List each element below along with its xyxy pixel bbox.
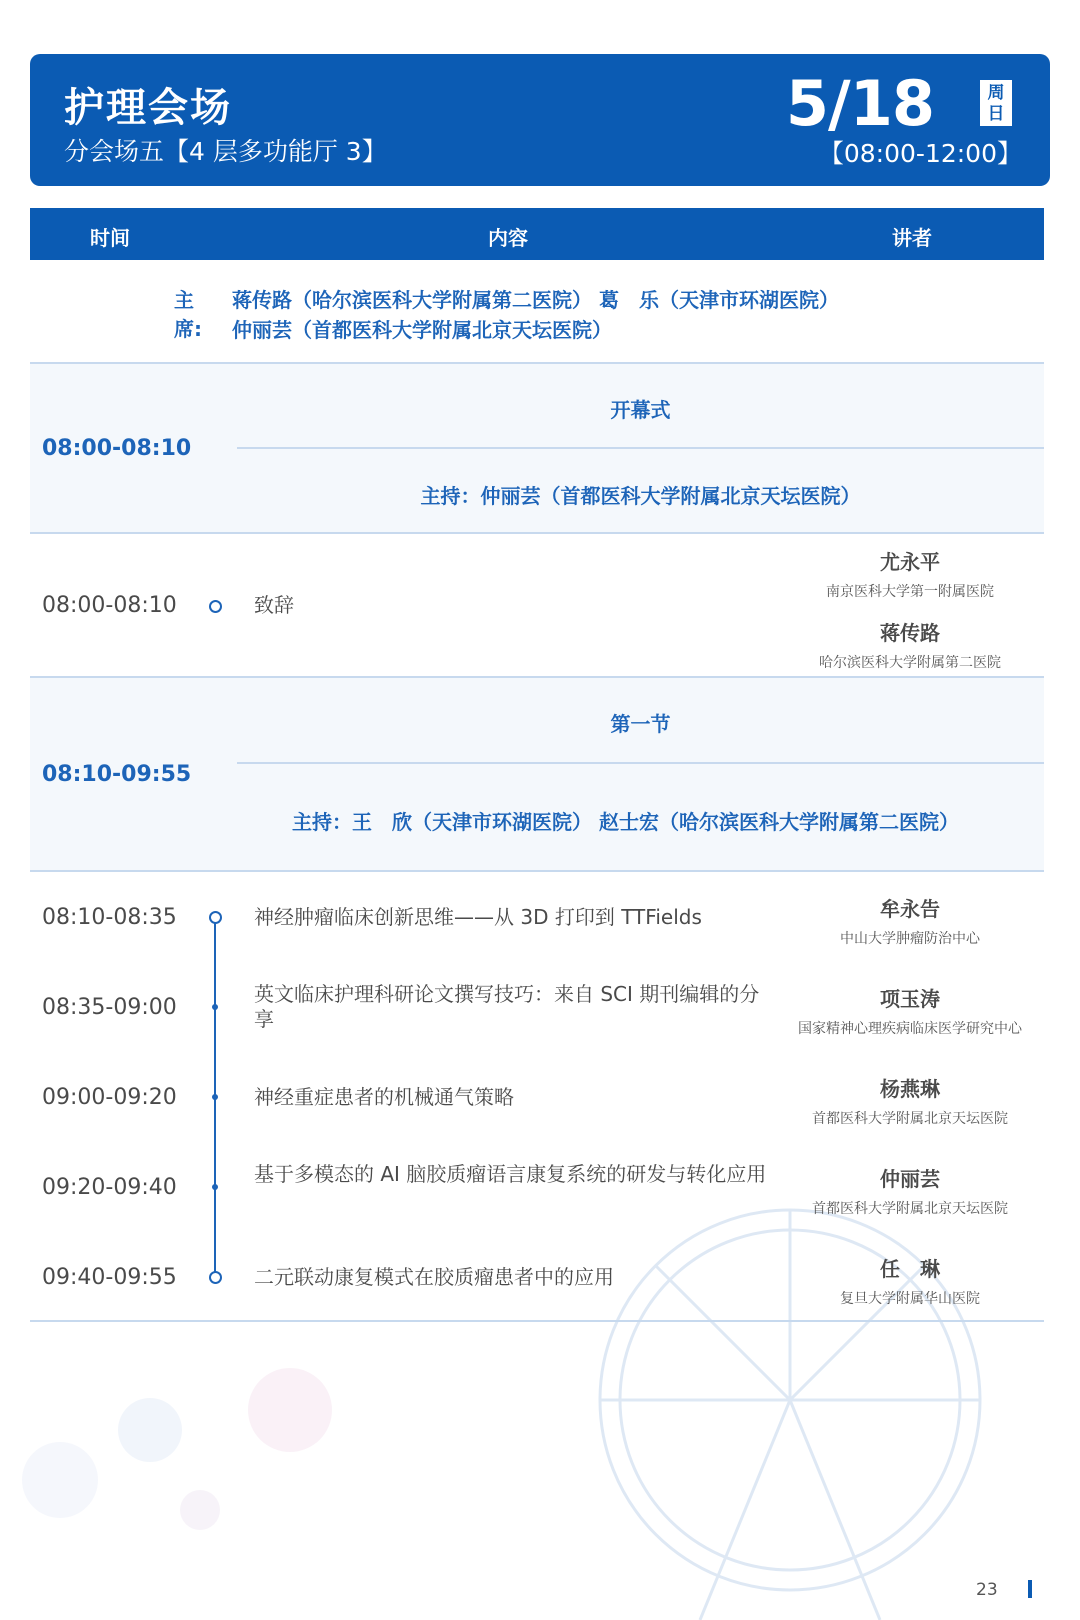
agenda-content: 神经重症患者的机械通气策略 [254,1085,514,1109]
agenda-content: 二元联动康复模式在胶质瘤患者中的应用 [254,1265,614,1289]
column-header-speaker: 讲者 [892,226,932,250]
agenda-time: 08:00-08:10 [42,593,177,618]
weekday-bottom: 日 [987,104,1005,124]
timeline-node-icon [209,600,222,613]
speaker-name: 蒋传路 [880,621,940,645]
timeline-node-icon [212,1184,218,1190]
table-header [30,208,1044,260]
weekday-badge [980,80,1012,126]
speaker-block [790,1253,1030,1308]
speaker-block [790,1073,1030,1128]
agenda-content: 致辞 [254,593,294,617]
speaker-name: 项玉涛 [880,987,940,1011]
section-host: 主持：仲丽芸（首都医科大学附属北京天坛医院） [420,484,861,508]
session-header [30,54,1050,186]
session-time-range: 【08:00-12:00】 [818,139,1022,168]
column-header-content: 内容 [488,226,528,250]
agenda-content: 神经肿瘤临床创新思维——从 3D 打印到 TTFields [254,905,702,929]
speaker-block [790,893,1030,948]
section-time: 08:10-09:55 [42,762,192,787]
speaker-org: 南京医科大学第一附属医院 [826,584,994,600]
agenda-content: 基于多模态的 AI 脑胶质瘤语言康复系统的研发与转化应用 [254,1162,767,1186]
page-marker [1028,1580,1032,1598]
speaker-block [790,983,1030,1038]
agenda-time: 09:00-09:20 [42,1085,177,1110]
speaker-name: 尤永平 [880,550,940,574]
divider [30,532,1044,534]
divider [237,447,1044,449]
agenda-time: 08:10-08:35 [42,905,177,930]
speaker-org: 中山大学肿瘤防治中心 [840,931,980,947]
section-title: 开幕式 [610,398,671,422]
divider [237,762,1044,764]
speaker-org: 首都医科大学附属北京天坛医院 [812,1111,1008,1127]
session-venue: 分会场五【4 层多功能厅 3】 [64,137,387,166]
timeline-node-icon [212,1094,218,1100]
divider [30,870,1044,872]
agenda-time: 08:35-09:00 [42,995,177,1020]
speaker-block [790,1163,1030,1218]
section-host: 主持：王 欣（天津市环湖医院） 赵士宏（哈尔滨医科大学附属第二医院） [292,810,959,834]
page-number: 23 [976,1580,998,1600]
timeline-node-icon [209,911,222,924]
chair-line-2: 仲丽芸（首都医科大学附属北京天坛医院） [232,318,612,342]
session-date: 5/18 [785,67,934,140]
speaker-block [790,546,1030,601]
chair-line-1: 蒋传路（哈尔滨医科大学附属第二医院） 葛 乐（天津市环湖医院） [232,288,839,312]
background-decoration [0,1180,1080,1620]
speaker-block [790,617,1030,672]
speaker-org: 首都医科大学附属北京天坛医院 [812,1201,1008,1217]
section-time: 08:00-08:10 [42,436,192,461]
agenda-content: 英文临床护理科研论文撰写技巧：来自 SCI 期刊编辑的分享 [254,982,760,1031]
speaker-name: 牟永告 [880,897,940,921]
agenda-time: 09:20-09:40 [42,1175,177,1200]
speaker-name: 杨燕琳 [880,1077,940,1101]
speaker-name: 任 琳 [880,1257,940,1281]
timeline-node-icon [212,1004,218,1010]
column-header-time: 时间 [90,226,130,250]
speaker-org: 国家精神心理疾病临床医学研究中心 [798,1021,1022,1037]
section-title: 第一节 [610,712,671,736]
weekday-top: 周 [987,83,1005,103]
timeline-node-icon [209,1271,222,1284]
agenda-time: 09:40-09:55 [42,1265,177,1290]
session-title: 护理会场 [64,85,232,131]
speaker-name: 仲丽芸 [880,1167,940,1191]
speaker-org: 哈尔滨医科大学附属第二医院 [819,655,1001,671]
speaker-org: 复旦大学附属华山医院 [840,1291,980,1307]
chair-label: 主席: [174,288,202,341]
divider [30,1320,1044,1322]
